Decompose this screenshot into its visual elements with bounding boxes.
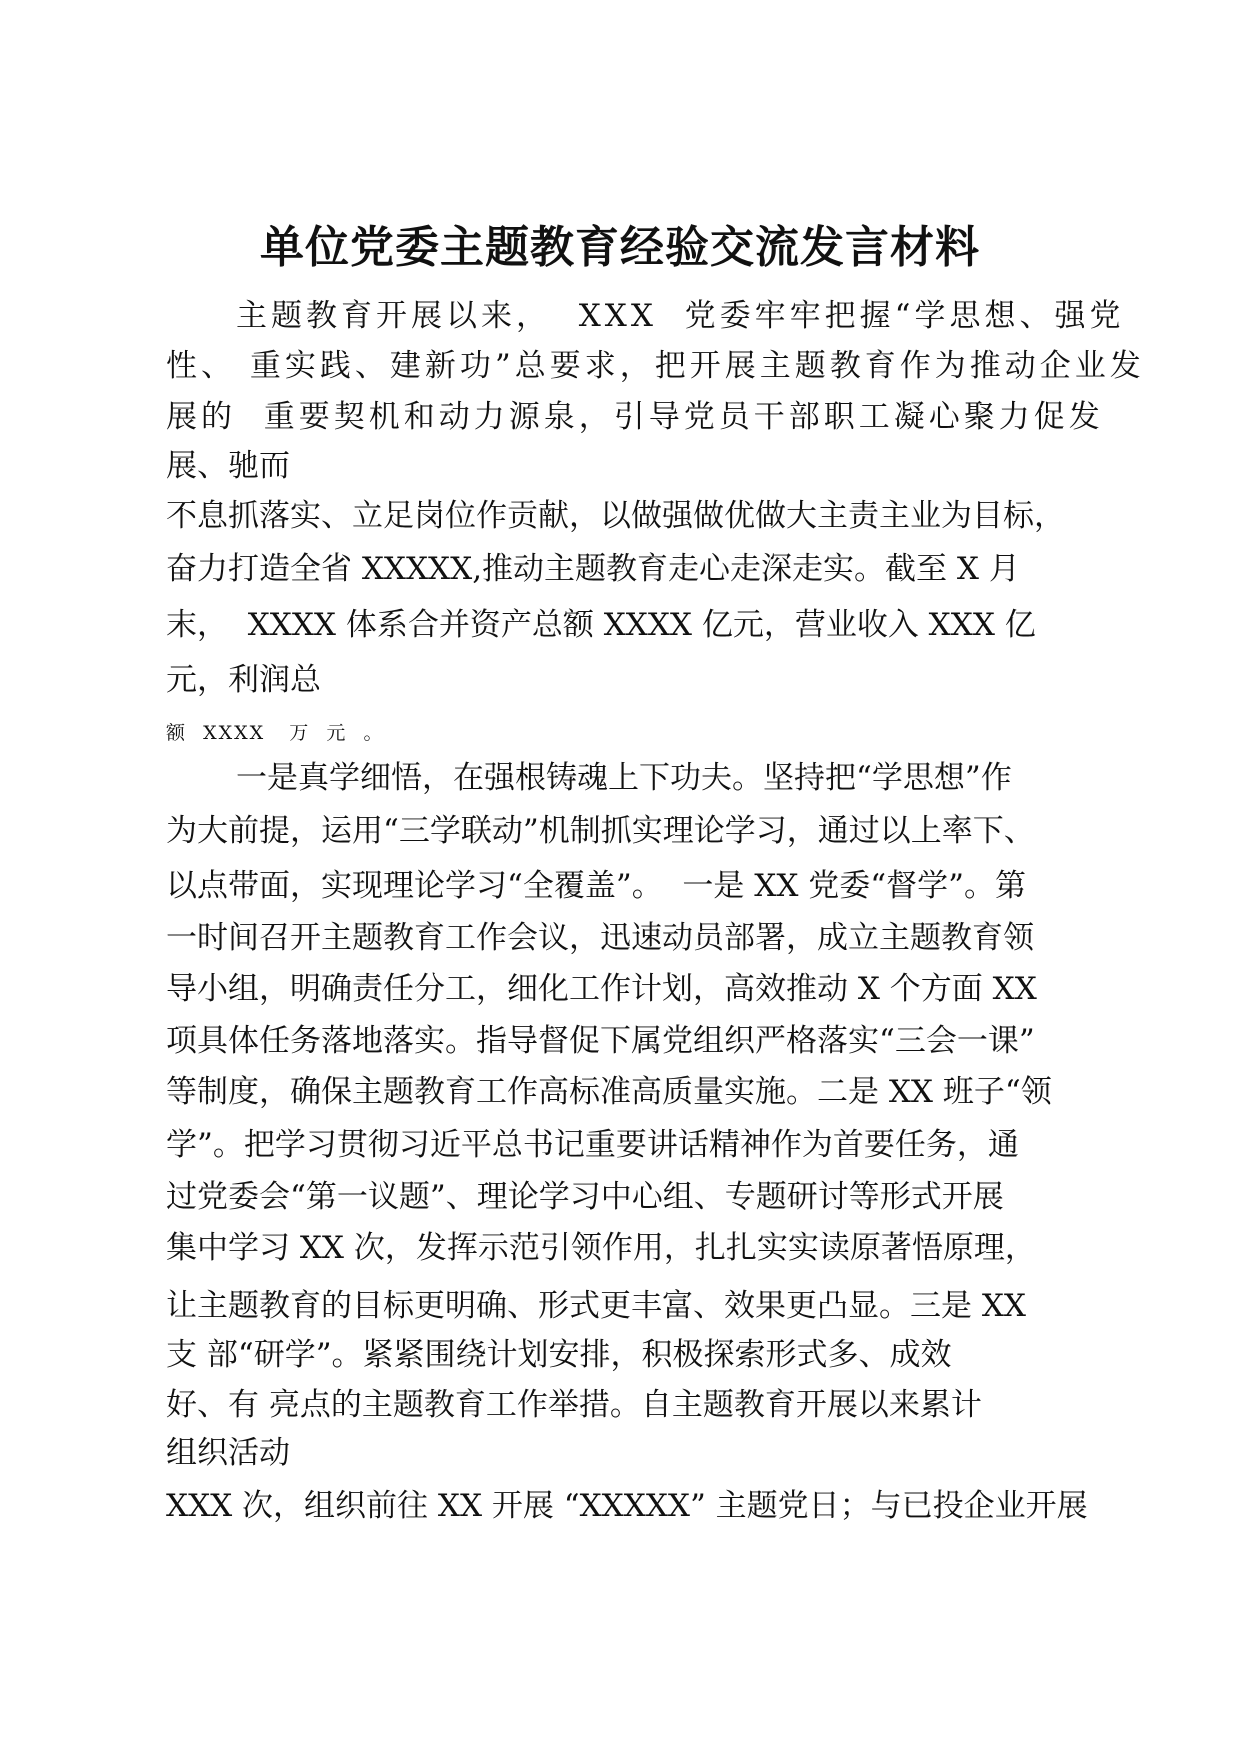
paragraph-line: 性、 重实践、建新功”总要求，把开展主题教育作为推动企业发 bbox=[166, 348, 1145, 384]
paragraph-line: 等制度，确保主题教育工作高标准高质量实施。二是 XX 班子“领 bbox=[166, 1074, 1052, 1110]
paragraph-line: 不息抓落实、立足岗位作贡献，以做强做优做大主责主业为目标， bbox=[166, 498, 1065, 534]
paragraph-line: 额 XXXX 万 元 。 bbox=[166, 722, 385, 744]
paragraph-line: 支 部“研学”。紧紧围绕计划安排，积极探索形式多、成效 bbox=[166, 1337, 952, 1373]
paragraph-line: 项具体任务落地落实。指导督促下属党组织严格落实“三会一课” bbox=[166, 1023, 1035, 1059]
paragraph-line: 主题教育开展以来， XXX 党委牢牢把握“学思想、强党 bbox=[236, 298, 1125, 334]
paragraph-line: 以点带面，实现理论学习“全覆盖”。 一是 XX 党委“督学”。第 bbox=[166, 868, 1026, 904]
paragraph-line: 导小组，明确责任分工，细化工作计划，高效推动 X 个方面 XX bbox=[166, 971, 1037, 1007]
paragraph-line: 好、有 亮点的主题教育工作举措。自主题教育开展以来累计 bbox=[166, 1387, 982, 1423]
paragraph-line: 展、驰而 bbox=[166, 448, 290, 484]
paragraph-line: 为大前提，运用“三学联动”机制抓实理论学习，通过以上率下、 bbox=[166, 813, 1035, 849]
paragraph-line: 一是真学细悟，在强根铸魂上下功夫。坚持把“学思想”作 bbox=[236, 760, 1012, 796]
paragraph-line: 元，利润总 bbox=[166, 662, 321, 698]
paragraph-line: 集中学习 XX 次，发挥示范引领作用，扎扎实实读原著悟原理， bbox=[166, 1230, 1036, 1266]
document-title: 单位党委主题教育经验交流发言材料 bbox=[260, 222, 980, 273]
paragraph-line: 学”。把学习贯彻习近平总书记重要讲话精神作为首要任务，通 bbox=[166, 1127, 1019, 1163]
paragraph-line: 一时间召开主题教育工作会议，迅速动员部署，成立主题教育领 bbox=[166, 920, 1034, 956]
paragraph-line: 过党委会“第一议题”、理论学习中心组、专题研讨等形式开展 bbox=[166, 1179, 1004, 1215]
paragraph-line: 奋力打造全省 XXXXX,推动主题教育走心走深走实。截至 X 月 bbox=[166, 551, 1020, 587]
paragraph-line: 组织活动 bbox=[166, 1435, 290, 1471]
paragraph-line: 末， XXXX 体系合并资产总额 XXXX 亿元，营业收入 XXX 亿 bbox=[166, 607, 1036, 643]
paragraph-line: XXX 次，组织前往 XX 开展 “XXXXX” 主题党日；与已投企业开展 bbox=[166, 1488, 1088, 1524]
paragraph-line: 展的 重要契机和动力源泉，引导党员干部职工凝心聚力促发 bbox=[166, 399, 1104, 435]
paragraph-line: 让主题教育的目标更明确、形式更丰富、效果更凸显。三是 XX bbox=[166, 1288, 1026, 1324]
